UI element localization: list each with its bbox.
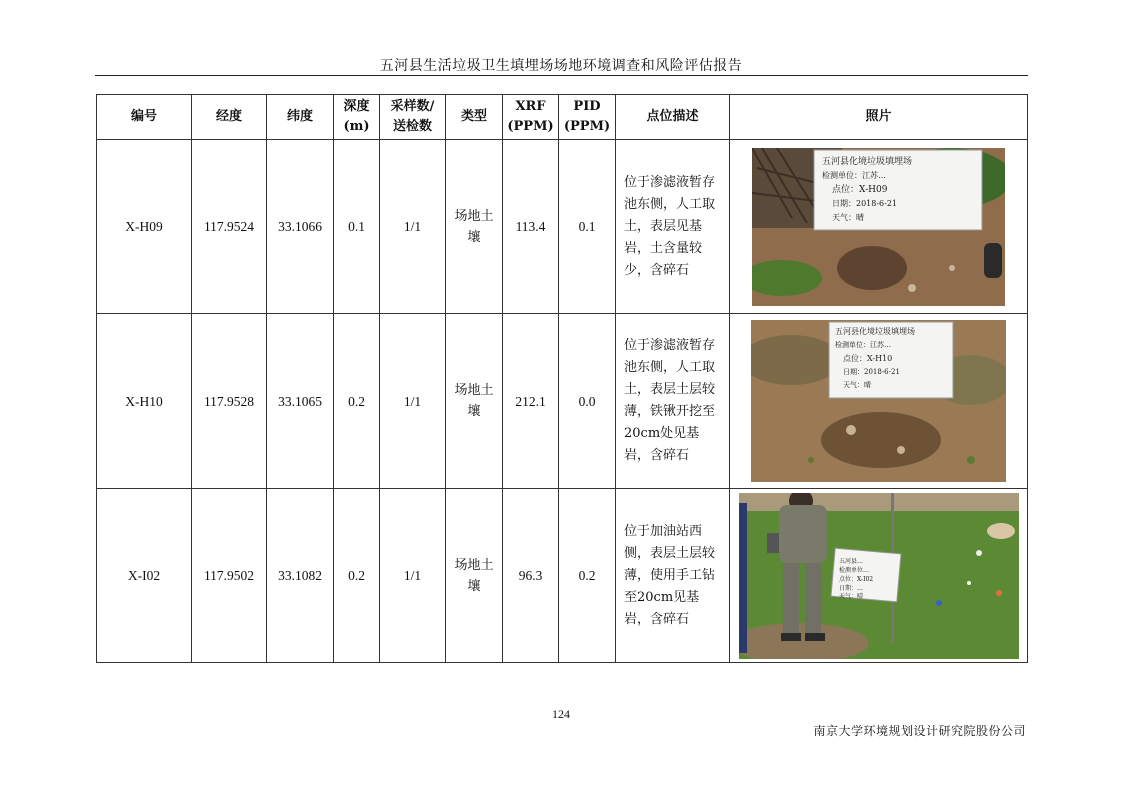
board-line: 五河县化境垃圾填埋场 — [822, 156, 913, 167]
cell-samples: 1/1 — [380, 489, 446, 663]
board-line: 点位：X-I02 — [838, 575, 873, 583]
table-header-row — [97, 95, 1028, 140]
board-line: 点位：X-H09 — [832, 184, 888, 195]
cell-description: 位于加油站西侧，表层土层较薄，使用手工钻至20cm见基岩，含碎石 — [616, 489, 730, 663]
cell-depth: 0.1 — [334, 140, 380, 314]
site-photo-x-h10 — [751, 320, 1006, 482]
cell-pid: 0.1 — [559, 140, 616, 314]
cell-photo — [730, 489, 1028, 663]
cell-longitude: 117.9528 — [192, 314, 267, 489]
sampling-table — [96, 94, 1028, 663]
cell-description: 位于渗滤液暂存池东侧，人工取土，表层土层较薄，铁锹开挖至20cm处见基岩，含碎石 — [616, 314, 730, 489]
cell-xrf: 212.1 — [503, 314, 559, 489]
header-divider — [95, 75, 1028, 76]
table-row — [97, 489, 1028, 663]
col-header-photo: 照片 — [730, 95, 1028, 140]
board-line: 日期：2018-6-21 — [843, 368, 900, 376]
cell-pid: 0.2 — [559, 489, 616, 663]
cell-id: X-I02 — [97, 489, 192, 663]
board-line: 天气：晴 — [838, 592, 863, 600]
board-line: 检测单位：江苏… — [835, 341, 891, 349]
cell-depth: 0.2 — [334, 489, 380, 663]
col-header-xrf: XRF (PPM) — [503, 95, 559, 140]
footer-organization: 南京大学环境规划设计研究院股份公司 — [813, 724, 1026, 738]
board-line: 点位：X-H10 — [843, 354, 893, 363]
cell-longitude: 117.9502 — [192, 489, 267, 663]
table-row — [97, 314, 1028, 489]
board-line: 五河县化境垃圾填埋场 — [835, 327, 915, 336]
cell-id: X-H10 — [97, 314, 192, 489]
cell-latitude: 33.1082 — [267, 489, 334, 663]
board-line: 天气：晴 — [832, 212, 864, 222]
cell-latitude: 33.1066 — [267, 140, 334, 314]
cell-latitude: 33.1065 — [267, 314, 334, 489]
board-line: 天气：晴 — [843, 381, 871, 389]
page-header-title: 五河县生活垃圾卫生填埋场场地环境调查和风险评估报告 — [379, 58, 743, 74]
cell-type: 场地土 壤 — [446, 140, 503, 314]
site-photo-x-i02 — [739, 493, 1019, 659]
board-line: 五河县… — [838, 557, 863, 565]
col-header-depth: 深度 (m) — [334, 95, 380, 140]
col-header-samples: 采样数/ 送检数 — [380, 95, 446, 140]
cell-longitude: 117.9524 — [192, 140, 267, 314]
board-line: 检测单位… — [838, 566, 869, 574]
col-header-longitude: 经度 — [192, 95, 267, 140]
cell-samples: 1/1 — [380, 140, 446, 314]
page-number: 124 — [552, 707, 570, 721]
col-header-pid: PID (PPM) — [559, 95, 616, 140]
cell-id: X-H09 — [97, 140, 192, 314]
cell-description: 位于渗滤液暂存池东侧，人工取土，表层见基岩，土含量较少，含碎石 — [616, 140, 730, 314]
board-line: 日期：… — [838, 584, 863, 592]
col-header-id: 编号 — [97, 95, 192, 140]
cell-samples: 1/1 — [380, 314, 446, 489]
col-header-latitude: 纬度 — [267, 95, 334, 140]
cell-type: 场地土 壤 — [446, 314, 503, 489]
site-photo-x-h09 — [752, 148, 1005, 306]
cell-type: 场地土 壤 — [446, 489, 503, 663]
cell-xrf: 113.4 — [503, 140, 559, 314]
table-row — [97, 140, 1028, 314]
board-line: 检测单位：江苏… — [822, 170, 886, 180]
cell-photo — [730, 314, 1028, 489]
cell-photo — [730, 140, 1028, 314]
board-line: 日期：2018-6-21 — [832, 198, 898, 208]
cell-depth: 0.2 — [334, 314, 380, 489]
col-header-description: 点位描述 — [616, 95, 730, 140]
cell-pid: 0.0 — [559, 314, 616, 489]
cell-xrf: 96.3 — [503, 489, 559, 663]
col-header-type: 类型 — [446, 95, 503, 140]
